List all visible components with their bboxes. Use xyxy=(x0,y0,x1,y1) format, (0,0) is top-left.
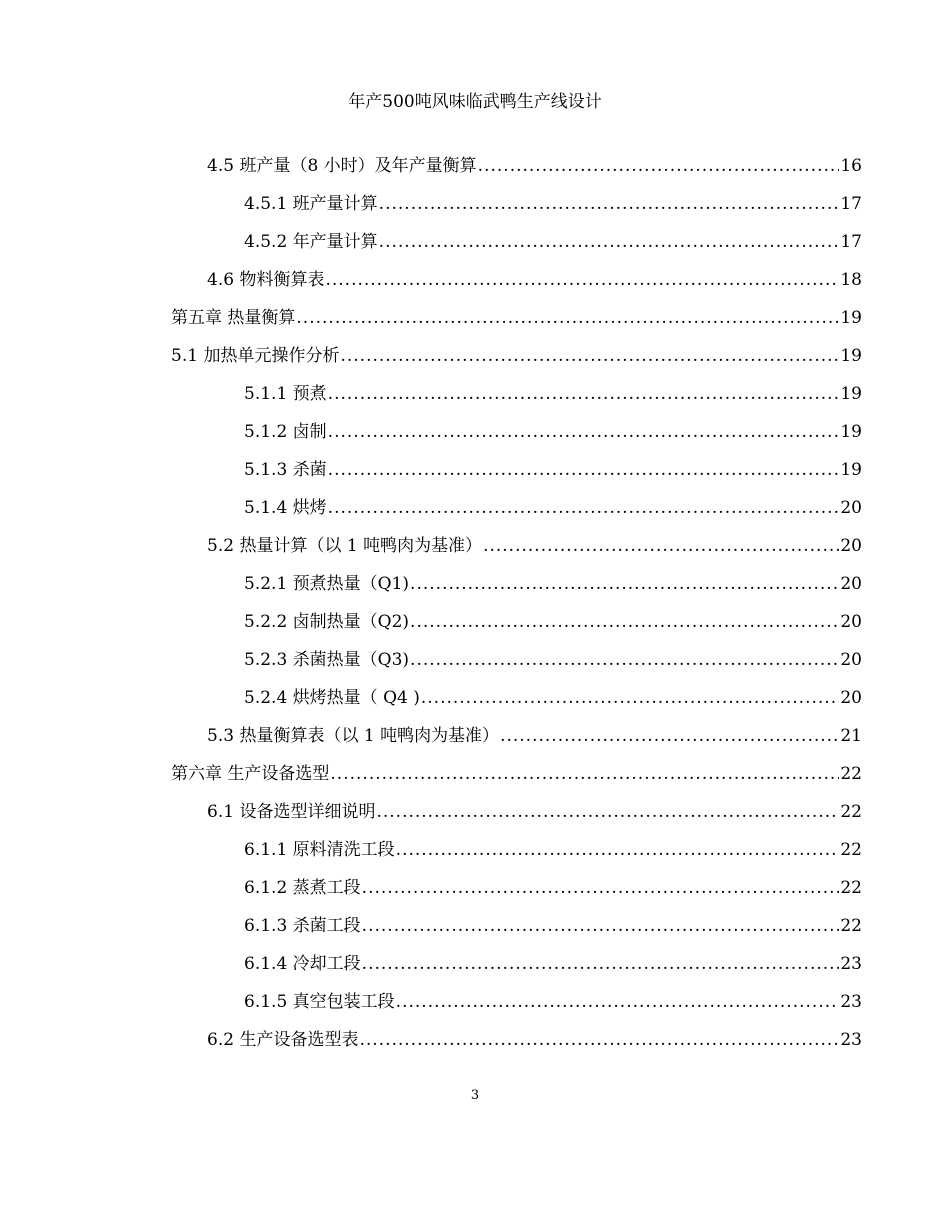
toc-entry[interactable] xyxy=(244,875,862,901)
toc-entry-page: 20 xyxy=(840,536,862,556)
page-header xyxy=(0,90,950,114)
toc-entry[interactable] xyxy=(244,609,862,635)
toc-entry-page: 17 xyxy=(840,194,862,214)
toc-leader xyxy=(500,723,839,749)
toc-entry-title: 6.1.1 原料清洗工段 xyxy=(244,840,395,860)
toc-entry-title: 5.2.3 杀菌热量（Q3) xyxy=(244,650,410,670)
toc-entry-title: 4.5.1 班产量计算 xyxy=(244,194,378,214)
toc-entry-page: 19 xyxy=(840,384,862,404)
toc-entry-title: 5.2.1 预煮热量（Q1) xyxy=(244,574,410,594)
toc-leader xyxy=(328,381,840,407)
toc-entry-page: 20 xyxy=(840,498,862,518)
toc-entry-title: 5.1.1 预煮 xyxy=(244,384,327,404)
toc-entry-page: 18 xyxy=(840,270,862,290)
toc-entry[interactable] xyxy=(244,837,862,863)
toc-leader xyxy=(421,685,840,711)
toc-entry-title: 5.1.3 杀菌 xyxy=(244,460,327,480)
toc-entry[interactable] xyxy=(244,989,862,1015)
toc-entry-page: 17 xyxy=(840,232,862,252)
toc-entry-title: 5.3 热量衡算表（以 1 吨鸭肉为基准） xyxy=(207,726,500,746)
toc-leader xyxy=(410,647,839,673)
toc-entry[interactable] xyxy=(244,495,862,521)
toc-entry[interactable] xyxy=(244,229,862,255)
toc-entry-page: 20 xyxy=(840,650,862,670)
toc-entry-title: 5.1.4 烘烤 xyxy=(244,498,327,518)
toc-entry[interactable] xyxy=(207,1027,862,1053)
toc-entry-page: 23 xyxy=(840,1030,862,1050)
toc-entry[interactable] xyxy=(244,913,862,939)
toc-entry[interactable] xyxy=(207,723,862,749)
toc-entry[interactable] xyxy=(244,951,862,977)
toc-entry[interactable] xyxy=(171,761,862,787)
toc-leader xyxy=(330,761,839,787)
toc-leader xyxy=(483,533,839,559)
page-number: 3 xyxy=(470,1088,480,1103)
toc-entry-title: 4.6 物料衡算表 xyxy=(207,270,325,290)
toc-entry-title: 第六章 生产设备选型 xyxy=(171,764,330,784)
toc-leader xyxy=(379,191,840,217)
toc-entry[interactable] xyxy=(207,533,862,559)
toc-entry-title: 4.5 班产量（8 小时）及年产量衡算 xyxy=(207,156,477,176)
toc-leader xyxy=(379,229,840,255)
toc-entry[interactable] xyxy=(244,647,862,673)
toc-entry-title: 5.2.4 烘烤热量（ Q4 ) xyxy=(244,688,420,708)
toc-leader xyxy=(396,837,840,863)
toc-entry[interactable] xyxy=(207,267,862,293)
toc-entry-title: 6.1.2 蒸煮工段 xyxy=(244,878,361,898)
toc-entry[interactable] xyxy=(244,685,862,711)
toc-leader xyxy=(362,951,840,977)
toc-entry-page: 22 xyxy=(840,764,862,784)
toc-leader xyxy=(362,913,840,939)
toc-entry-title: 5.1 加热单元操作分析 xyxy=(171,346,340,366)
toc-entry[interactable] xyxy=(207,799,862,825)
toc-entry-title: 6.1.3 杀菌工段 xyxy=(244,916,361,936)
toc-entry-page: 20 xyxy=(840,688,862,708)
toc-entry[interactable] xyxy=(244,191,862,217)
toc-entry-page: 20 xyxy=(840,574,862,594)
toc-entry-title: 4.5.2 年产量计算 xyxy=(244,232,378,252)
toc-entry-page: 23 xyxy=(840,954,862,974)
toc-leader xyxy=(328,495,840,521)
toc-leader xyxy=(359,1027,839,1053)
toc-entry-page: 22 xyxy=(840,878,862,898)
toc-leader xyxy=(340,343,839,369)
document-title: 年产500吨风味临武鸭生产线设计 xyxy=(348,92,602,112)
toc-entry[interactable] xyxy=(244,381,862,407)
toc-entry-title: 5.2 热量计算（以 1 吨鸭肉为基准） xyxy=(207,536,483,556)
toc-entry-title: 6.1.4 冷却工段 xyxy=(244,954,361,974)
toc-entry-page: 19 xyxy=(840,346,862,366)
toc-entry-page: 21 xyxy=(840,726,862,746)
toc-entry-title: 6.2 生产设备选型表 xyxy=(207,1030,359,1050)
toc-entry-page: 22 xyxy=(840,916,862,936)
toc-leader xyxy=(296,305,839,331)
toc-entry-page: 19 xyxy=(840,460,862,480)
toc-entry[interactable] xyxy=(207,153,862,179)
toc-leader xyxy=(478,153,840,179)
toc-entry-page: 19 xyxy=(840,308,862,328)
toc-entry-title: 第五章 热量衡算 xyxy=(171,308,296,328)
toc-entry-page: 22 xyxy=(840,840,862,860)
toc-entry-page: 19 xyxy=(840,422,862,442)
toc-entry-title: 6.1 设备选型详细说明 xyxy=(207,802,376,822)
toc-entry-page: 22 xyxy=(840,802,862,822)
toc-leader xyxy=(328,419,840,445)
toc-entry-title: 5.1.2 卤制 xyxy=(244,422,327,442)
toc-entry[interactable] xyxy=(244,571,862,597)
toc-entry[interactable] xyxy=(171,343,862,369)
toc-entry[interactable] xyxy=(244,419,862,445)
toc-entry-title: 6.1.5 真空包装工段 xyxy=(244,992,395,1012)
toc-entry-page: 23 xyxy=(840,992,862,1012)
toc-entry[interactable] xyxy=(171,305,862,331)
toc-leader xyxy=(410,609,839,635)
toc-leader xyxy=(362,875,840,901)
toc-entry-page: 16 xyxy=(840,156,862,176)
toc-leader xyxy=(325,267,839,293)
toc-leader xyxy=(328,457,840,483)
toc-leader xyxy=(410,571,839,597)
toc-leader xyxy=(396,989,840,1015)
toc-entry-page: 20 xyxy=(840,612,862,632)
toc-entry[interactable] xyxy=(244,457,862,483)
toc-leader xyxy=(376,799,839,825)
toc-entry-title: 5.2.2 卤制热量（Q2) xyxy=(244,612,410,632)
